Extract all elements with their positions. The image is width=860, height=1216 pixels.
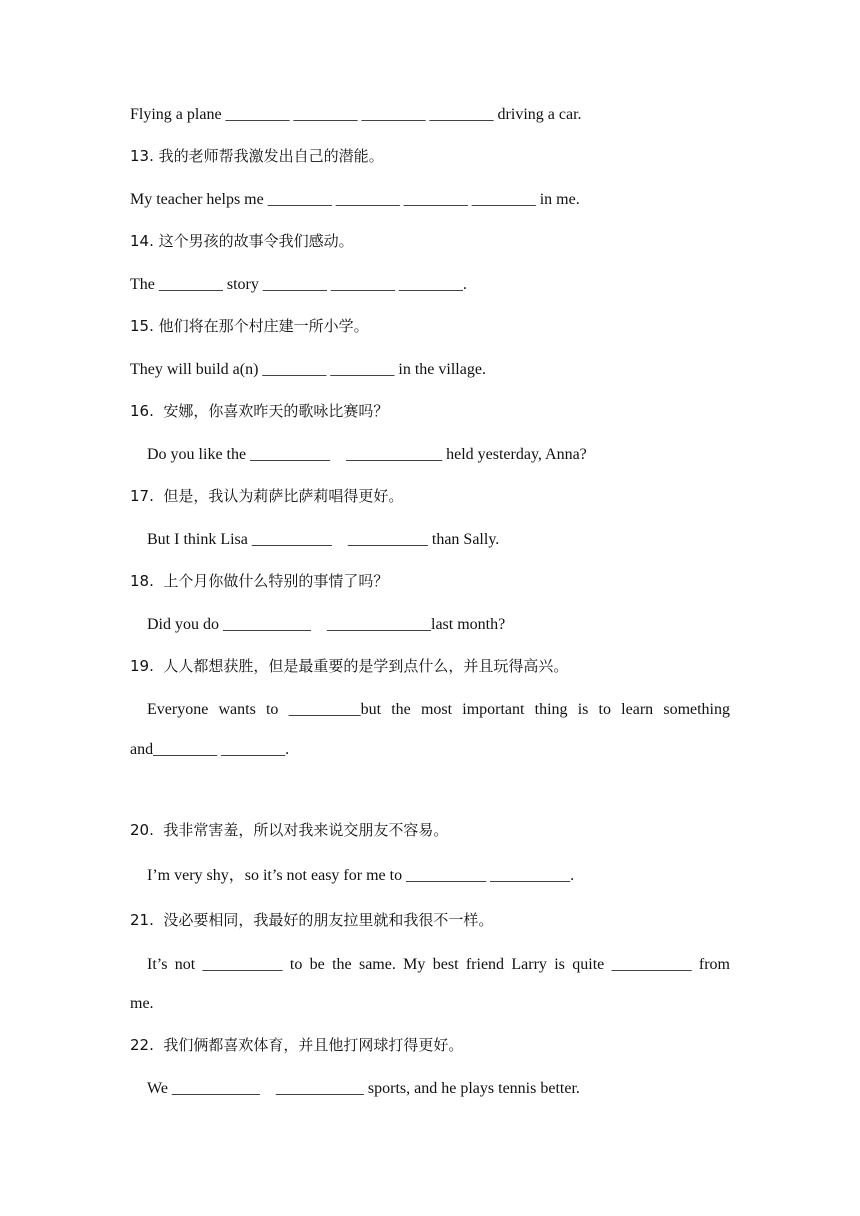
q20-chinese-prompt: 20. 我非常害羞，所以对我来说交朋友不容易。 [130,821,449,839]
q22-english-sentence: We ___________ ___________ sports, and he plays tennis better. [147,1080,580,1097]
q21-english-sentence-line2: me. [130,995,154,1012]
q19-english-sentence-line2: and________ ________. [130,741,290,758]
q18-english-sentence: Did you do ___________ _____________last month? [147,616,506,633]
q13-chinese-prompt: 13. 我的老师帮我激发出自己的潜能。 [130,147,384,165]
q20-english-sentence: I’m very shy，so it’s not easy for me to __________ __________. [147,867,575,884]
q15-english-sentence: They will build a(n) ________ ________ in the village. [130,361,486,378]
q18-chinese-prompt: 18. 上个月你做什么特别的事情了吗？ [130,572,389,590]
q19-english-sentence-line1: Everyone wants to _________but the most important thing is to learn something [147,701,730,718]
q14-chinese-prompt: 14. 这个男孩的故事令我们感动。 [130,232,354,250]
q21-english-sentence-line1: It’s not __________ to be the same. My best friend Larry is quite __________ from [147,956,730,973]
q16-chinese-prompt: 16. 安娜，你喜欢昨天的歌咏比赛吗？ [130,402,389,420]
q16-english-sentence: Do you like the __________ ____________ held yesterday, Anna? [147,446,587,463]
q12-english-sentence: Flying a plane ________ ________ ________ ________ driving a car. [130,106,582,123]
q22-chinese-prompt: 22. 我们俩都喜欢体育，并且他打网球打得更好。 [130,1036,464,1054]
q21-chinese-prompt: 21. 没必要相同，我最好的朋友拉里就和我很不一样。 [130,911,494,929]
q13-english-sentence: My teacher helps me ________ ________ ________ ________ in me. [130,191,580,208]
q14-english-sentence: The ________ story ________ ________ ________. [130,276,467,293]
q17-english-sentence: But I think Lisa __________ __________ than Sally. [147,531,500,548]
q15-chinese-prompt: 15. 他们将在那个村庄建一所小学。 [130,317,369,335]
q19-chinese-prompt: 19. 人人都想获胜，但是最重要的是学到点什么，并且玩得高兴。 [130,657,569,675]
q17-chinese-prompt: 17. 但是，我认为莉萨比萨莉唱得更好。 [130,487,404,505]
